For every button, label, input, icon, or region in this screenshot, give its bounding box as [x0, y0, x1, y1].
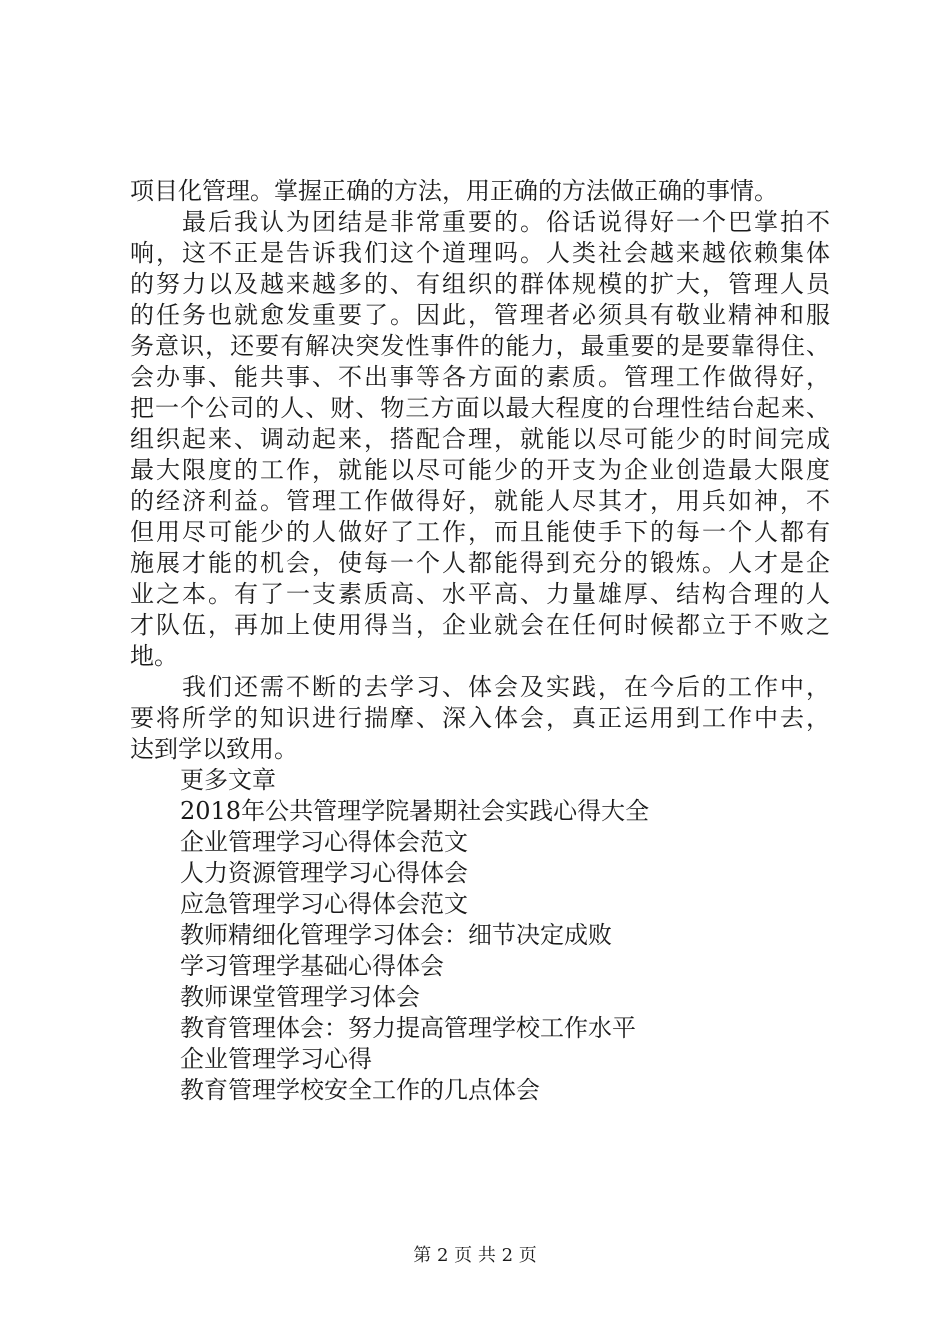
paragraph-line: 才队伍，再加上使用得当，企业就会在任何时候都立于不败之: [130, 611, 830, 639]
more-article-link[interactable]: 学习管理学基础心得体会: [180, 952, 444, 980]
more-article-link[interactable]: 2018年公共管理学院暑期社会实践心得大全: [180, 797, 650, 825]
paragraph-line: 会办事、能共事、不出事等各方面的素质。管理工作做得好，: [130, 363, 830, 391]
more-article-link[interactable]: 企业管理学习心得体会范文: [180, 828, 468, 856]
paragraph-line: 施展才能的机会，使每一个人都能得到充分的锻炼。人才是企: [130, 549, 830, 577]
paragraph-line: 把一个公司的人、财、物三方面以最大程度的台理性结台起来、: [130, 394, 830, 422]
more-article-link[interactable]: 人力资源管理学习心得体会: [180, 859, 468, 887]
more-articles-list: [130, 796, 830, 1106]
paragraph-line: 我们还需不断的去学习、体会及实践，在今后的工作中，: [130, 673, 830, 701]
paragraph-line: 务意识，还要有解决突发性事件的能力，最重要的是要靠得住、: [130, 332, 830, 360]
article-body: [130, 176, 830, 1106]
page-number-footer: 第 2 页 共 2 页: [413, 1245, 537, 1266]
paragraph-line: 响，这不正是告诉我们这个道理吗。人类社会越来越依赖集体: [130, 239, 830, 267]
more-articles-heading: 更多文章: [180, 766, 276, 794]
more-article-link[interactable]: 教师精细化管理学习体会：细节决定成败: [180, 921, 612, 949]
paragraph-line: 达到学以致用。: [130, 735, 298, 763]
paragraph-line: 最大限度的工作，就能以尽可能少的开支为企业创造最大限度: [130, 456, 830, 484]
paragraph-line: 地。: [130, 642, 178, 670]
paragraph-line: 项目化管理。掌握正确的方法，用正确的方法做正确的事情。: [130, 177, 778, 205]
paragraph-line: 的经济利益。管理工作做得好，就能人尽其才，用兵如神，不: [130, 487, 830, 515]
more-article-link[interactable]: 应急管理学习心得体会范文: [180, 890, 468, 918]
paragraph-line: 要将所学的知识进行揣摩、深入体会，真正运用到工作中去，: [130, 704, 830, 732]
paragraph-line: 的任务也就愈发重要了。因此，管理者必须具有敬业精神和服: [130, 301, 830, 329]
more-article-link[interactable]: 教育管理学校安全工作的几点体会: [180, 1076, 540, 1104]
paragraph-line: 组织起来、调动起来，搭配合理，就能以尽可能少的时间完成: [130, 425, 830, 453]
paragraph-line: 但用尽可能少的人做好了工作，而且能使手下的每一个人都有: [130, 518, 830, 546]
more-article-link[interactable]: 教育管理体会：努力提高管理学校工作水平: [180, 1014, 636, 1042]
more-article-link[interactable]: 企业管理学习心得: [180, 1045, 372, 1073]
paragraph-line: 的努力以及越来越多的、有组织的群体规模的扩大，管理人员: [130, 270, 830, 298]
paragraph-line: 业之本。有了一支素质高、水平高、力量雄厚、结构合理的人: [130, 580, 830, 608]
paragraph-line: 最后我认为团结是非常重要的。俗话说得好一个巴掌拍不: [130, 208, 830, 236]
more-article-link[interactable]: 教师课堂管理学习体会: [180, 983, 420, 1011]
